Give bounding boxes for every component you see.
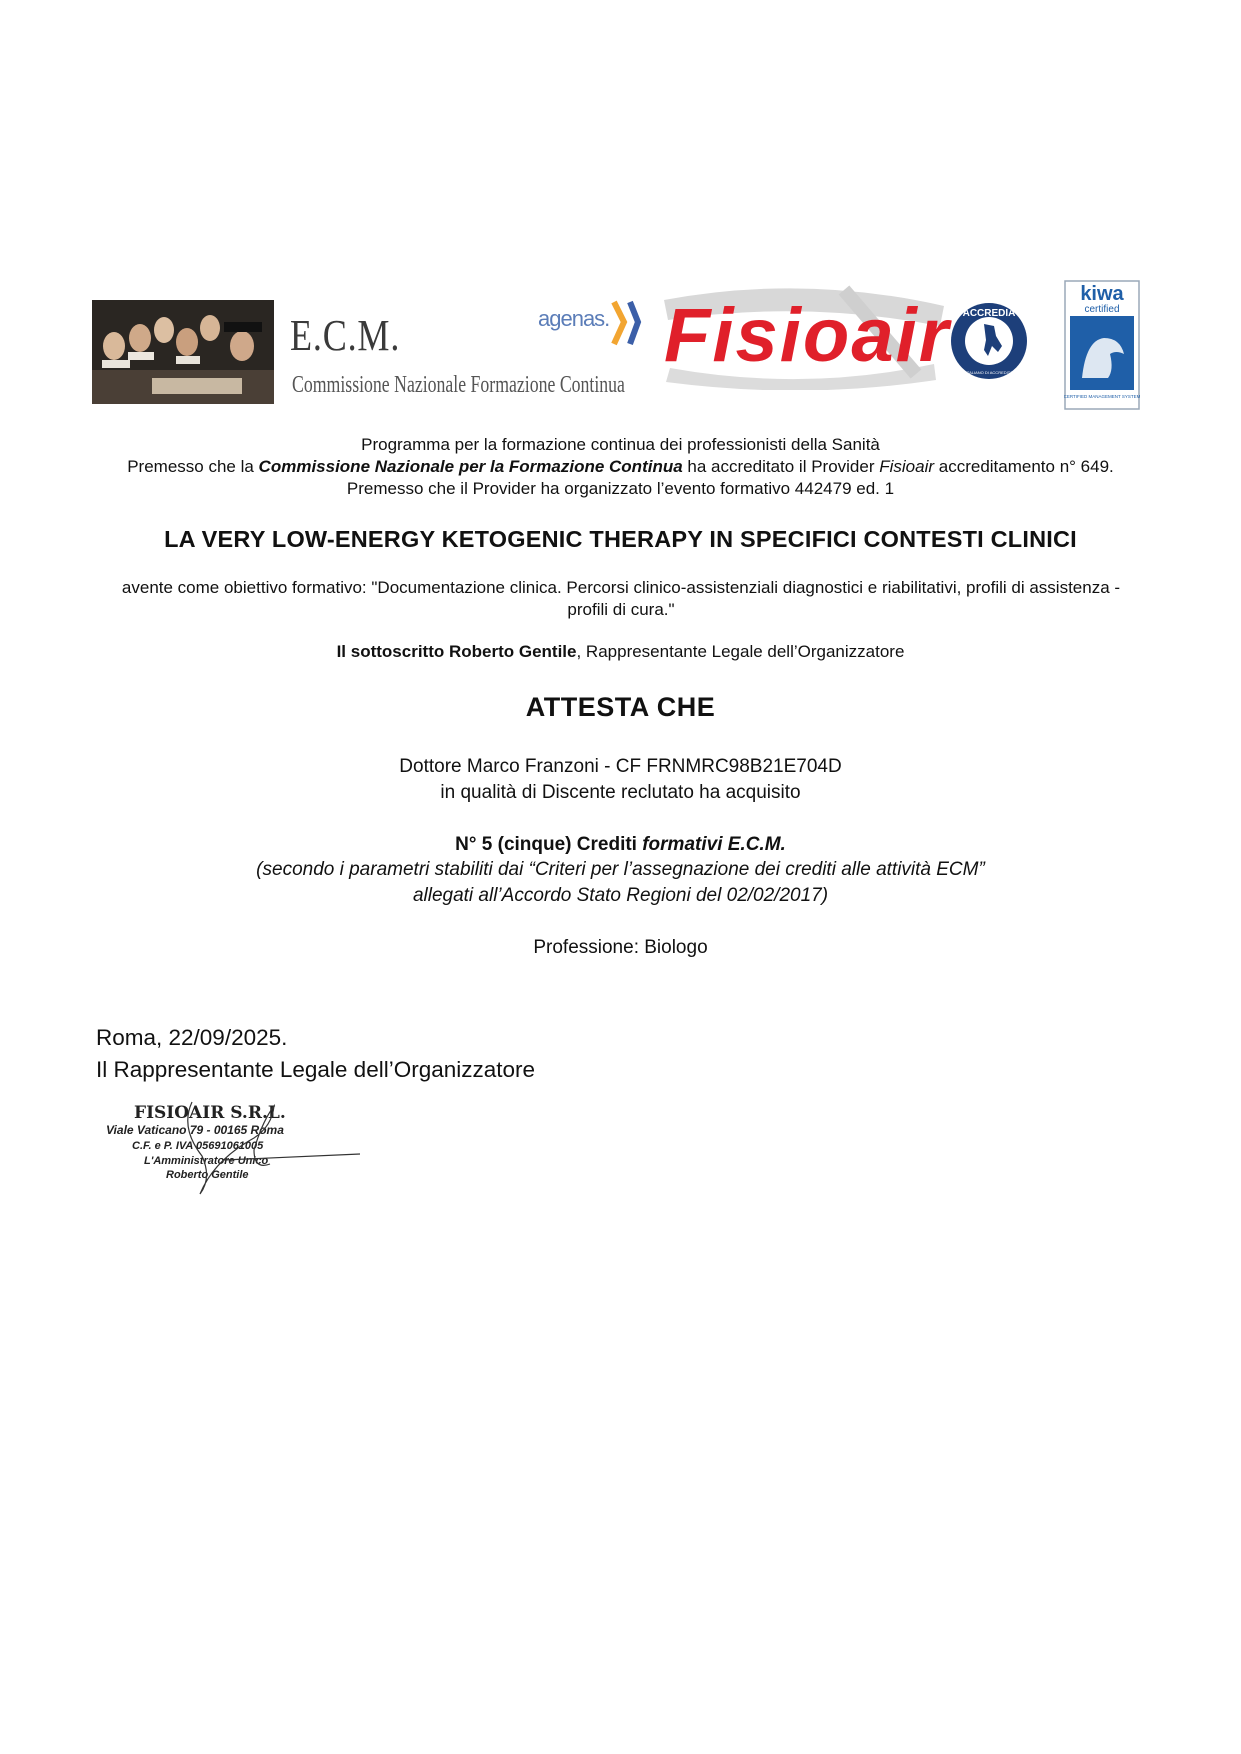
agenas-logo xyxy=(538,298,644,346)
provider-name: Fisioair xyxy=(879,457,935,476)
kiwa-certified-text: certified xyxy=(1084,304,1120,315)
place-date: Roma, 22/09/2025. xyxy=(96,1025,288,1050)
credits-line xyxy=(0,832,1241,857)
accredia-logo xyxy=(950,302,1028,380)
stamp-company: FISIOAIR S.R.L. xyxy=(134,1103,286,1123)
stamp-vat: C.F. e P. IVA 05691061005 xyxy=(132,1140,264,1152)
intro-line-2-mid: ha accreditato il Provider xyxy=(682,457,880,476)
signatory-role: , Rappresentante Legale dell’Organizzatore xyxy=(576,642,905,661)
kiwa-text: kiwa xyxy=(1080,283,1124,305)
credits-type: formativi E.C.M. xyxy=(642,834,786,855)
objective-line-2: profili di cura." xyxy=(567,600,675,619)
anatomy-lesson-painting xyxy=(92,300,274,404)
agenas-mark-icon xyxy=(610,298,644,348)
credits-count: N° 5 (cinque) Crediti xyxy=(455,834,643,855)
commission-name: Commissione Nazionale per la Formazione Continua xyxy=(258,457,683,476)
ecm-title: E.C.M. xyxy=(290,311,401,360)
kiwa-certified-logo xyxy=(1064,280,1140,410)
agenas-text: agenas. xyxy=(538,306,610,331)
credits-note-2: allegati all’Accordo Stato Regioni del 02/02/2017) xyxy=(412,885,829,906)
signatory-name: Il sottoscritto Roberto Gentile xyxy=(336,642,577,661)
accredia-subtext: L'ENTE ITALIANO DI ACCREDITAMENTO xyxy=(951,370,1027,375)
kiwa-bottom-text: CERTIFIED MANAGEMENT SYSTEM xyxy=(1064,394,1140,399)
intro-line-2-post: accreditamento n° 649. xyxy=(934,457,1114,476)
accredia-text: ACCREDIA xyxy=(962,308,1016,319)
stamp-title: L'Amministratore Unico xyxy=(144,1155,269,1167)
intro-line-2 xyxy=(0,456,1241,479)
header-logos xyxy=(92,272,1148,412)
company-stamp-signature xyxy=(104,1098,374,1208)
profession: Professione: Biologo xyxy=(533,937,708,958)
signatory-line xyxy=(0,641,1241,664)
intro-line-2-pre: Premesso che la xyxy=(127,457,259,476)
ecm-subtitle: Commissione Nazionale Formazione Continua xyxy=(292,372,625,398)
recipient-line-1: Dottore Marco Franzoni - CF FRNMRC98B21E704D xyxy=(399,756,842,777)
credits-note-1: (secondo i parametri stabiliti dai “Criteri per l’assegnazione dei crediti alle attività ECM” xyxy=(256,859,985,880)
recipient-line-2: in qualità di Discente reclutato ha acquisito xyxy=(440,782,801,803)
event-title: LA VERY LOW-ENERGY KETOGENIC THERAPY IN SPECIFICI CONTESTI CLINICI xyxy=(164,526,1077,552)
stamp-address: Viale Vaticano 79 - 00165 Roma xyxy=(106,1123,284,1137)
closing-role: Il Rappresentante Legale dell’Organizzatore xyxy=(96,1057,536,1082)
intro-line-3: Premesso che il Provider ha organizzato l’evento formativo 442479 ed. 1 xyxy=(346,479,895,498)
intro-line-1: Programma per la formazione continua dei professionisti della Sanità xyxy=(361,435,880,454)
attesta-heading: ATTESTA CHE xyxy=(525,692,716,722)
stamp-name: Roberto Gentile xyxy=(166,1169,249,1181)
fisioair-wordmark: Fisioair xyxy=(664,293,951,378)
objective-line-1: avente come obiettivo formativo: "Documentazione clinica. Percorsi clinico-assistenziali diagnostici e riabilitativi, profili di assistenza - xyxy=(121,578,1121,597)
